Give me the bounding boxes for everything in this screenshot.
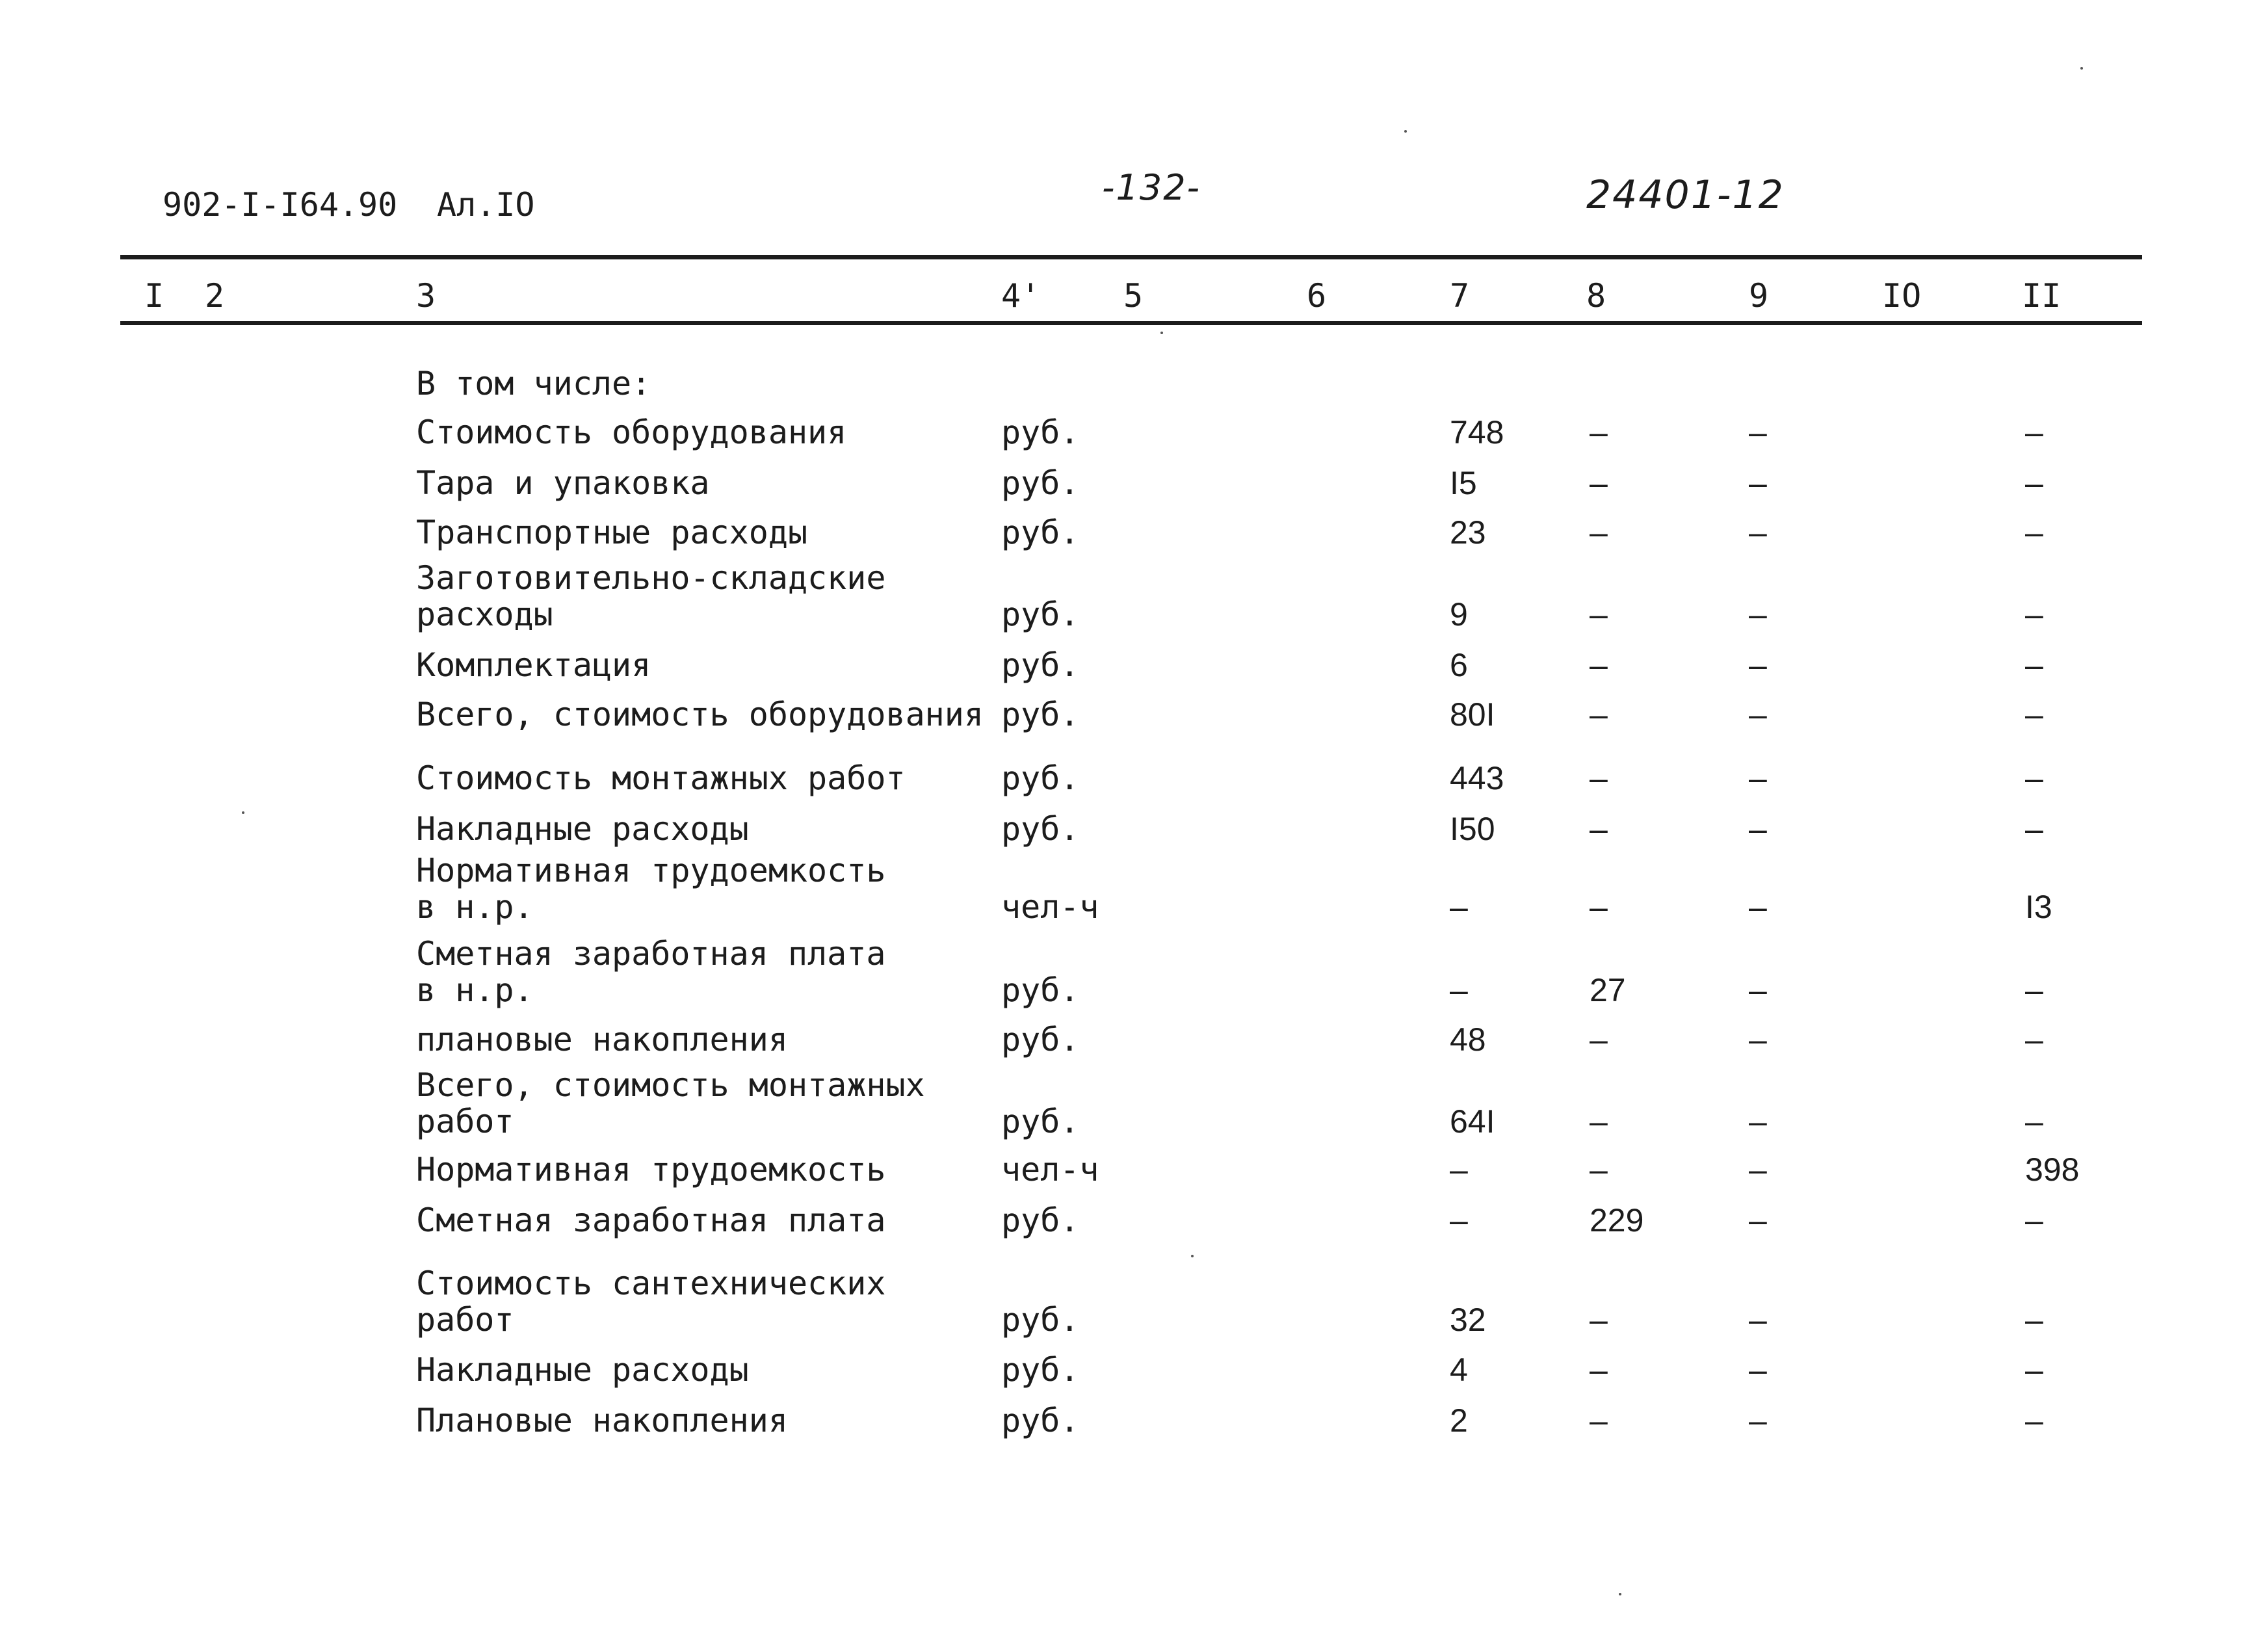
cell-col-8: – xyxy=(1590,1302,1608,1338)
column-number: 2 xyxy=(205,277,225,315)
cell-col-11: – xyxy=(2025,647,2043,683)
header-rule-top xyxy=(120,255,2142,259)
page-number: -132- xyxy=(1102,167,1201,208)
cell-col-7: I5 xyxy=(1450,465,1477,501)
cell-col-11: – xyxy=(2025,696,2043,733)
cell-col-11: – xyxy=(2025,811,2043,847)
table-row xyxy=(0,1201,2265,1243)
cell-col-8: – xyxy=(1590,760,1608,796)
scan-speck xyxy=(2080,67,2083,70)
row-unit: руб. xyxy=(1001,514,1080,551)
cell-col-7: 4 xyxy=(1450,1352,1468,1388)
table-row xyxy=(0,1023,2265,1062)
cell-col-11: – xyxy=(2025,1202,2043,1239)
cell-col-7: 32 xyxy=(1450,1302,1486,1338)
cell-col-8: – xyxy=(1590,1021,1608,1058)
cell-col-7: 6 xyxy=(1450,647,1468,683)
row-unit: руб. xyxy=(1001,596,1080,633)
cell-col-9: – xyxy=(1749,760,1767,796)
scan-speck xyxy=(1191,1255,1194,1257)
column-number: 4' xyxy=(1001,277,1041,315)
table-row xyxy=(0,559,2265,637)
column-number: 6 xyxy=(1307,277,1327,315)
cell-col-8: – xyxy=(1590,1402,1608,1439)
row-label-line-2: в н.р. xyxy=(416,888,534,926)
table-row xyxy=(0,759,2265,801)
cell-col-11: – xyxy=(2025,760,2043,796)
table-row xyxy=(0,852,2265,930)
cell-col-9: – xyxy=(1749,972,1767,1008)
cell-col-8: – xyxy=(1590,889,1608,925)
row-unit: руб. xyxy=(1001,464,1080,502)
sheet-label: Ал.IO xyxy=(437,186,535,224)
row-label-line-1: Всего, стоимость монтажных xyxy=(416,1066,925,1104)
row-label-line-2: в н.р. xyxy=(416,971,534,1009)
table-row xyxy=(0,935,2265,1013)
row-label: Комплектация xyxy=(416,646,651,684)
row-unit: руб. xyxy=(1001,696,1080,733)
row-label: Нормативная трудоемкость xyxy=(416,1151,886,1188)
cell-col-8: – xyxy=(1590,465,1608,501)
row-label: Стоимость оборудования xyxy=(416,413,847,451)
cell-col-11: – xyxy=(2025,596,2043,633)
row-unit: руб. xyxy=(1001,1351,1080,1389)
cell-col-11: – xyxy=(2025,414,2043,451)
cell-col-8: 27 xyxy=(1590,972,1626,1008)
cell-col-8: – xyxy=(1590,811,1608,847)
cell-col-11: – xyxy=(2025,1352,2043,1388)
column-number: 3 xyxy=(416,277,436,315)
cell-col-11: – xyxy=(2025,465,2043,501)
row-label: Плановые накопления xyxy=(416,1402,788,1439)
cell-col-9: – xyxy=(1749,1103,1767,1140)
cell-col-7: – xyxy=(1450,972,1468,1008)
row-unit: руб. xyxy=(1001,971,1080,1009)
row-unit: руб. xyxy=(1001,646,1080,684)
cell-col-9: – xyxy=(1749,1151,1767,1188)
doc-code: 902-I-I64.90 xyxy=(163,186,398,224)
column-number: II xyxy=(2022,277,2062,315)
table-row xyxy=(0,413,2265,455)
row-unit: руб. xyxy=(1001,1103,1080,1140)
cell-col-9: – xyxy=(1749,1302,1767,1338)
column-number: 7 xyxy=(1450,277,1470,315)
row-unit: руб. xyxy=(1001,1301,1080,1339)
cell-col-7: 80I xyxy=(1450,696,1495,733)
table-row xyxy=(0,1265,2265,1343)
scan-speck xyxy=(242,811,244,814)
cell-col-7: 64I xyxy=(1450,1103,1495,1140)
table-row xyxy=(0,1066,2265,1144)
cell-col-8: – xyxy=(1590,596,1608,633)
cell-col-9: – xyxy=(1749,696,1767,733)
row-label-line-2: работ xyxy=(416,1301,514,1339)
cell-col-7: I50 xyxy=(1450,811,1495,847)
row-unit: руб. xyxy=(1001,1201,1080,1239)
cell-col-11: I3 xyxy=(2025,889,2052,925)
table-row xyxy=(0,516,2265,555)
cell-col-8: – xyxy=(1590,647,1608,683)
cell-col-9: – xyxy=(1749,596,1767,633)
cell-col-9: – xyxy=(1749,1352,1767,1388)
cell-col-8: 229 xyxy=(1590,1202,1644,1239)
cell-col-7: – xyxy=(1450,1202,1468,1239)
cell-col-8: – xyxy=(1590,696,1608,733)
row-label-line-2: работ xyxy=(416,1103,514,1140)
cell-col-9: – xyxy=(1749,647,1767,683)
column-number: 9 xyxy=(1749,277,1769,315)
cell-col-7: 9 xyxy=(1450,596,1468,633)
row-label: плановые накопления xyxy=(416,1021,788,1058)
cell-col-7: 2 xyxy=(1450,1402,1468,1439)
cell-col-9: – xyxy=(1749,1402,1767,1439)
row-label-line-1: Заготовительно-складские xyxy=(416,559,886,597)
cell-col-7: 23 xyxy=(1450,514,1486,551)
table-row xyxy=(0,646,2265,688)
cell-col-8: – xyxy=(1590,1103,1608,1140)
cell-col-7: 443 xyxy=(1450,760,1504,796)
cell-col-9: – xyxy=(1749,514,1767,551)
cell-col-11: – xyxy=(2025,514,2043,551)
row-label-line-1: Сметная заработная плата xyxy=(416,935,886,973)
table-row xyxy=(0,810,2265,852)
header-rule-bottom xyxy=(120,321,2142,325)
row-label: Накладные расходы xyxy=(416,1351,749,1389)
row-label-line-1: Нормативная трудоемкость xyxy=(416,852,886,889)
table-row xyxy=(0,1351,2265,1393)
row-unit: чел-ч xyxy=(1001,888,1099,926)
scan-speck xyxy=(1404,130,1407,133)
cell-col-11: – xyxy=(2025,1302,2043,1338)
cell-col-8: – xyxy=(1590,1352,1608,1388)
row-label: Накладные расходы xyxy=(416,810,749,848)
handwritten-ref: 24401-12 xyxy=(1586,172,1785,218)
row-unit: руб. xyxy=(1001,1402,1080,1439)
table-row xyxy=(0,1153,2265,1192)
row-unit: руб. xyxy=(1001,1021,1080,1058)
cell-col-9: – xyxy=(1749,889,1767,925)
cell-col-11: – xyxy=(2025,1103,2043,1140)
cell-col-8: – xyxy=(1590,414,1608,451)
row-label: Транспортные расходы xyxy=(416,514,808,551)
cell-col-8: – xyxy=(1590,1151,1608,1188)
cell-col-7: 48 xyxy=(1450,1021,1486,1058)
cell-col-9: – xyxy=(1749,465,1767,501)
row-label-line-2: расходы xyxy=(416,596,553,633)
cell-col-9: – xyxy=(1749,1021,1767,1058)
table-row xyxy=(0,698,2265,737)
cell-col-8: – xyxy=(1590,514,1608,551)
column-number: 8 xyxy=(1586,277,1606,315)
scan-speck xyxy=(1160,332,1163,334)
cell-col-11: – xyxy=(2025,1021,2043,1058)
cell-col-7: – xyxy=(1450,889,1468,925)
row-label: Стоимость монтажных работ xyxy=(416,759,906,797)
cell-col-9: – xyxy=(1749,1202,1767,1239)
cell-col-11: 398 xyxy=(2025,1151,2080,1188)
row-label-line-1: Стоимость сантехнических xyxy=(416,1265,886,1302)
cell-col-9: – xyxy=(1749,414,1767,451)
cell-col-7: 748 xyxy=(1450,414,1504,451)
row-unit: руб. xyxy=(1001,759,1080,797)
row-label: Тара и упаковка xyxy=(416,464,710,502)
column-number: IO xyxy=(1882,277,1922,315)
cell-col-11: – xyxy=(2025,972,2043,1008)
row-unit: руб. xyxy=(1001,413,1080,451)
table-row xyxy=(0,1404,2265,1443)
table-row xyxy=(0,464,2265,506)
cell-col-9: – xyxy=(1749,811,1767,847)
scan-speck xyxy=(1619,1593,1621,1595)
row-unit: руб. xyxy=(1001,810,1080,848)
column-number: 5 xyxy=(1123,277,1144,315)
cell-col-7: – xyxy=(1450,1151,1468,1188)
row-label: Всего, стоимость оборудования xyxy=(416,696,984,733)
row-label: Сметная заработная плата xyxy=(416,1201,886,1239)
row-unit: чел-ч xyxy=(1001,1151,1099,1188)
cell-col-11: – xyxy=(2025,1402,2043,1439)
column-number: I xyxy=(144,277,164,315)
section-label: В том числе: xyxy=(416,365,651,402)
